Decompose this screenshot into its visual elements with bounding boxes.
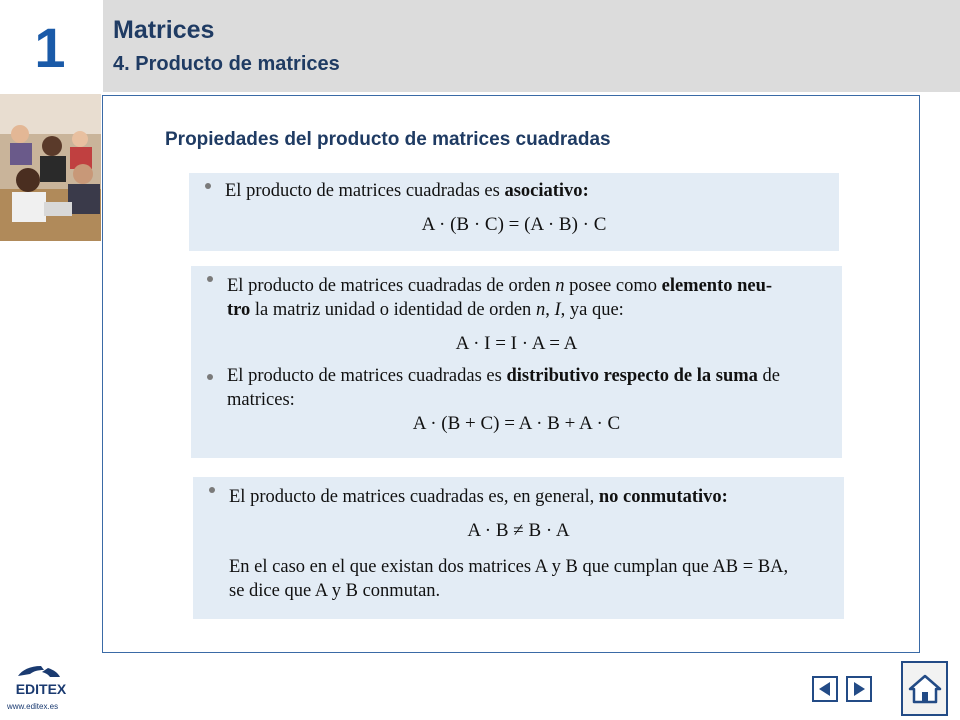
bullet-dot-icon <box>207 374 213 380</box>
bullet-end: : <box>582 181 589 201</box>
footer-url[interactable]: www.editex.es <box>7 702 59 711</box>
bullet-text: El producto de matrices cuadradas es <box>225 181 505 201</box>
bullet-neutral-line1: El producto de matrices cuadradas de orden n posee como elemento neu- <box>227 276 773 296</box>
chapter-number: 1 <box>34 15 66 79</box>
triangle-left-icon <box>818 681 832 697</box>
page-subtitle: 4. Producto de matrices <box>113 53 340 75</box>
property-box-neutral-distributive <box>191 266 842 458</box>
commute-note-line1: En el caso en el que existan dos matrices A y B que cumplan que AB = BA, <box>229 557 789 577</box>
bullet-neutral <box>191 266 842 322</box>
bullet-dot-icon <box>205 183 211 189</box>
home-icon <box>908 673 942 705</box>
bullet-dot-icon <box>209 487 215 493</box>
page-title: Matrices <box>113 16 215 44</box>
formula-non-commutative: A · B ≠ B · A <box>467 520 570 541</box>
bullet-non-commutative: El producto de matrices cuadradas es, en general, no conmutativo: <box>193 477 844 509</box>
next-button[interactable] <box>846 676 872 702</box>
formula-distributive: A · (B + C) = A · B + A · C <box>412 413 621 434</box>
header-bar <box>103 0 960 92</box>
bullet-bold: asociativo <box>504 181 583 201</box>
bullet-dot-icon <box>207 276 213 282</box>
bullet-distributive <box>191 364 842 412</box>
bullet-associative <box>189 173 839 203</box>
formula-associative: A · (B · C) = (A · B) · C <box>421 214 607 235</box>
commute-note <box>193 555 844 603</box>
brand-text: EDITEX <box>15 681 67 697</box>
home-button[interactable] <box>901 661 948 716</box>
property-box-non-commutative <box>193 477 844 619</box>
content-frame <box>102 95 920 653</box>
bullet-distributive-line2: matrices: <box>227 390 295 410</box>
students-photo <box>0 94 101 241</box>
bullet-neutral-line2: tro la matriz unidad o identidad de orden n, I, ya que: <box>227 300 624 320</box>
previous-button[interactable] <box>812 676 838 702</box>
commute-note-line2: se dice que A y B conmutan. <box>229 581 441 601</box>
section-heading: Propiedades del producto de matrices cuadradas <box>165 129 611 150</box>
property-box-associative <box>189 173 839 251</box>
formula-neutral: A · I = I · A = A <box>455 333 578 354</box>
bullet-distributive-line1: El producto de matrices cuadradas es distributivo respecto de la suma de <box>227 366 781 386</box>
triangle-right-icon <box>852 681 866 697</box>
